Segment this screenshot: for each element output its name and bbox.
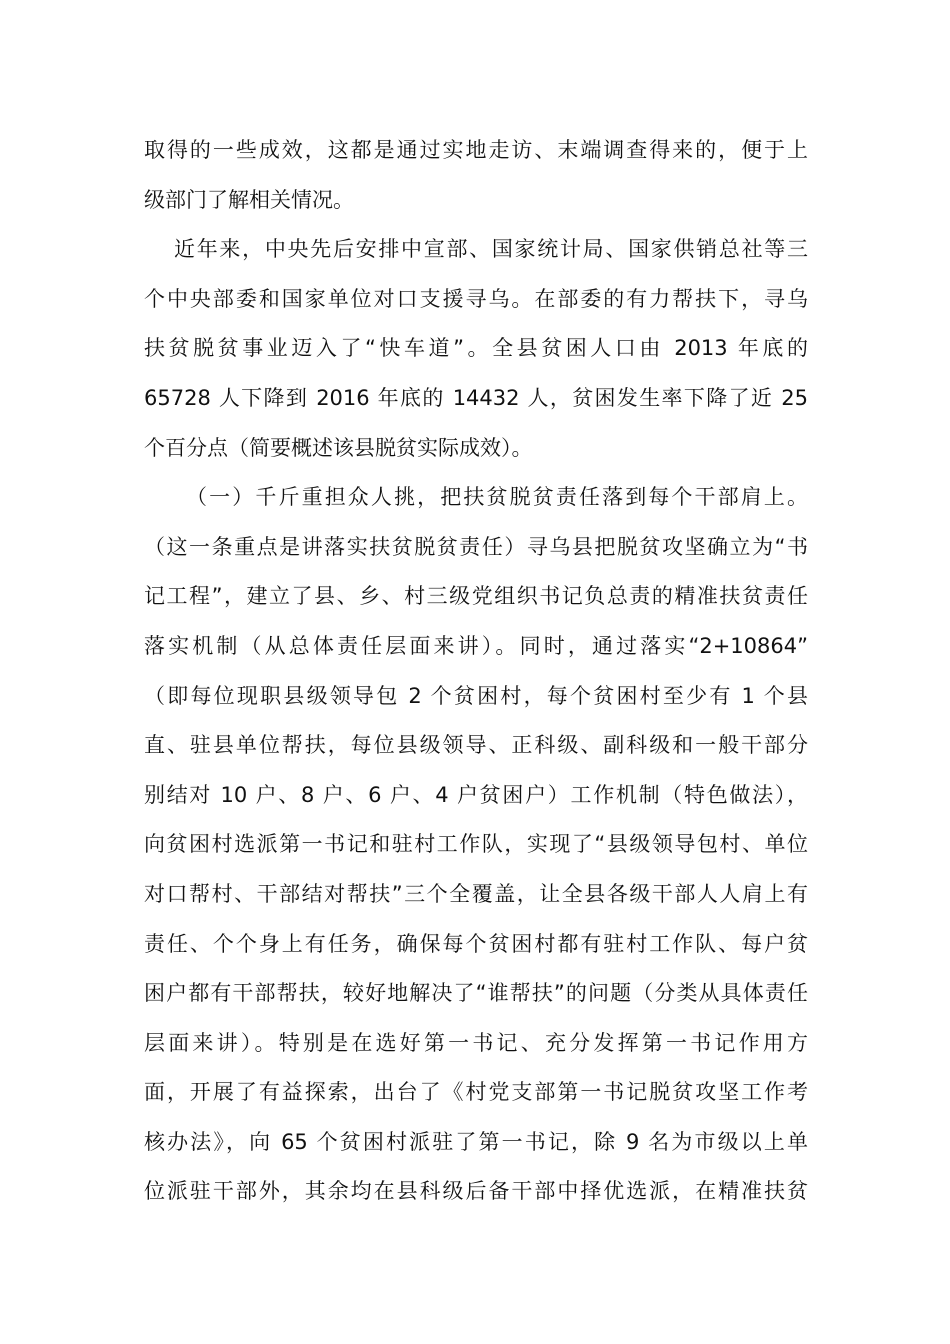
section-heading: （一）千斤重担众人挑，把扶贫脱贫责任落到每个干部肩上。: [186, 485, 808, 510]
text-line: 扶贫脱贫事业迈入了“快车道”。全县贫困人口由 2013 年底的: [144, 336, 808, 361]
text-line: 落实机制（从总体责任层面来讲）。同时，通过落实“2+10864”: [144, 633, 808, 658]
text-line: 直、驻县单位帮扶，每位县级领导、正科级、副科级和一般干部分: [144, 733, 808, 758]
text-line: 对口帮村、干部结对帮扶”三个全覆盖，让全县各级干部人人肩上有: [144, 881, 808, 906]
text-line: 别结对 10 户、8 户、6 户、4 户贫困户）工作机制（特色做法），: [144, 782, 808, 807]
text-line: 层面来讲）。特别是在选好第一书记、充分发挥第一书记作用方: [144, 1030, 808, 1055]
text-line: 困户都有干部帮扶，较好地解决了“谁帮扶”的问题（分类从具体责任: [144, 981, 808, 1006]
text-line: 位派驻干部外，其余均在县科级后备干部中择优选派，在精准扶贫: [144, 1179, 808, 1204]
text-line: （即每位现职县级领导包 2 个贫困村，每个贫困村至少有 1 个县: [144, 683, 808, 708]
text-line: 级部门了解相关情况。: [144, 187, 354, 212]
text-line: 个中央部委和国家单位对口支援寻乌。在部委的有力帮扶下，寻乌: [144, 286, 808, 311]
text-line: 核办法》，向 65 个贫困村派驻了第一书记，除 9 名为市级以上单: [144, 1129, 808, 1154]
text-line: 向贫困村选派第一书记和驻村工作队，实现了“县级领导包村、单位: [144, 832, 808, 857]
text-line: （这一条重点是讲落实扶贫脱贫责任）寻乌县把脱贫攻坚确立为“书: [144, 534, 808, 559]
text-line: 个百分点（简要概述该县脱贫实际成效）。: [144, 435, 533, 460]
text-line: 面，开展了有益探索，出台了《村党支部第一书记脱贫攻坚工作考: [144, 1080, 808, 1105]
text-line: 65728 人下降到 2016 年底的 14432 人，贫困发生率下降了近 25: [144, 385, 808, 410]
text-line: 近年来，中央先后安排中宣部、国家统计局、国家供销总社等三: [174, 237, 808, 262]
text-line: 取得的一些成效，这都是通过实地走访、末端调查得来的，便于上: [144, 138, 808, 162]
text-line: 责任、个个身上有任务，确保每个贫困村都有驻村工作队、每户贫: [144, 931, 808, 956]
text-line: 记工程”，建立了县、乡、村三级党组织书记负总责的精准扶贫责任: [144, 584, 808, 609]
body-text: [144, 126, 808, 1217]
